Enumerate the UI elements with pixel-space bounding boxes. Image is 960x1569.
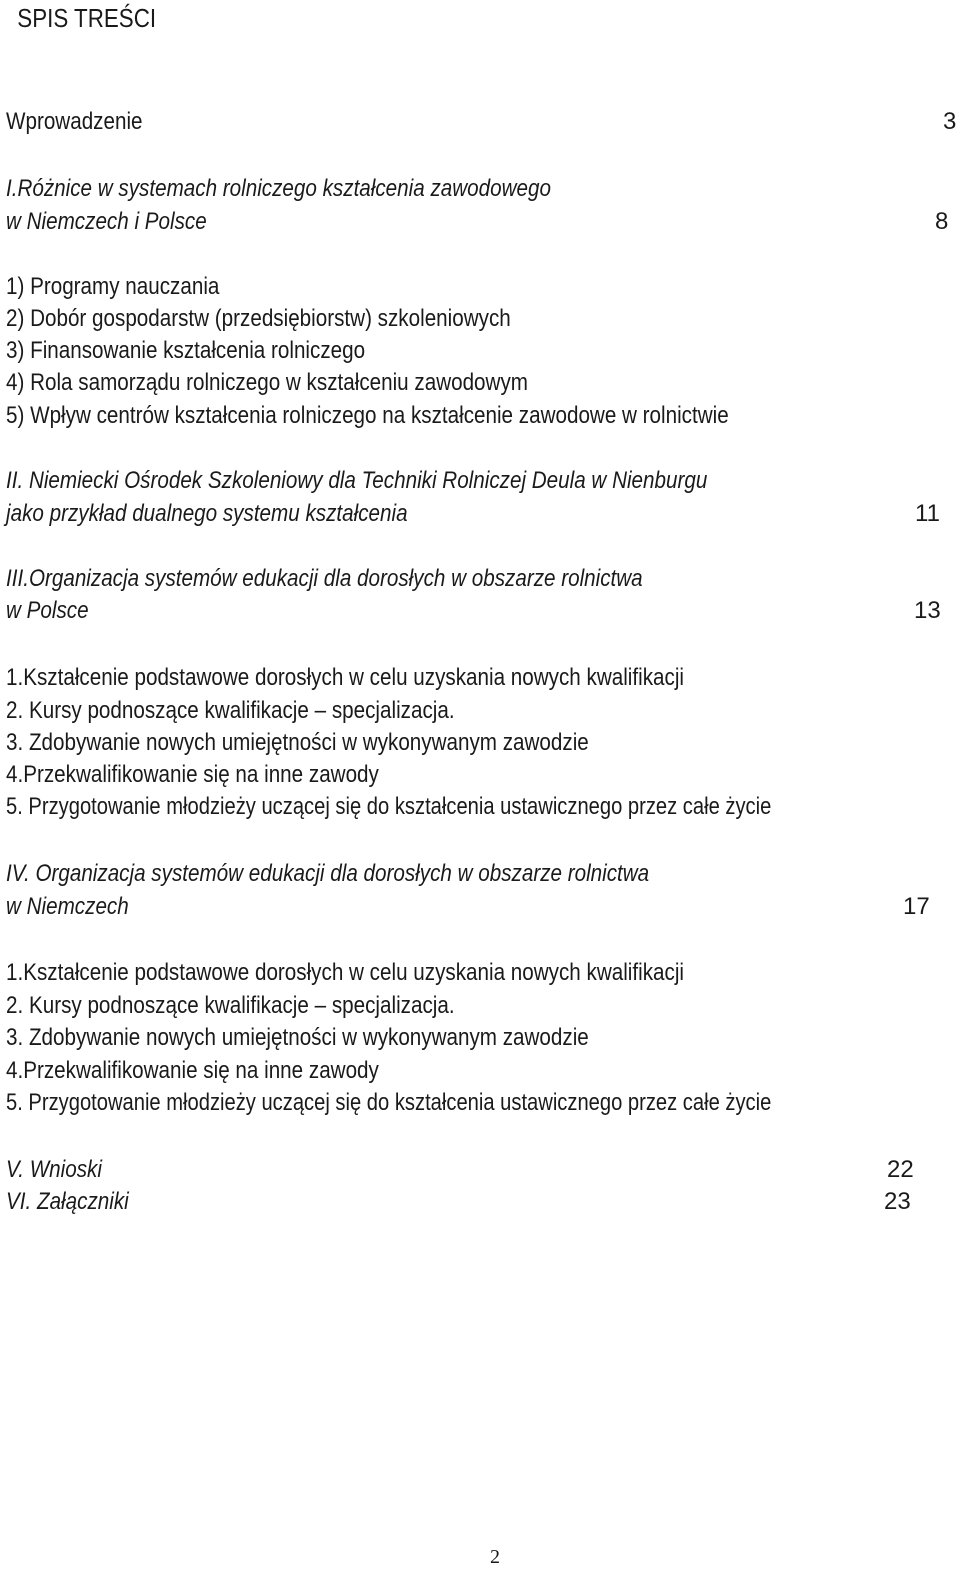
toc-section-1-line1: I.Różnice w systemach rolniczego kształcenia zawodowego [6,175,551,202]
toc-page-section-1: 8 [935,208,949,235]
toc-subitem: 4.Przekwalifikowanie się na inne zawody [6,761,379,788]
toc-subitem: 4.Przekwalifikowanie się na inne zawody [6,1057,379,1084]
toc-subitem: 1) Programy nauczania [6,273,220,300]
toc-section-4-line2: w Niemczech [6,893,129,920]
toc-section-5: V. Wnioski [6,1156,102,1183]
toc-subitem: 3. Zdobywanie nowych umiejętności w wykonywanym zawodzie [6,1024,589,1051]
toc-section-2-line1: II. Niemiecki Ośrodek Szkoleniowy dla Techniki Rolniczej Deula w Nienburgu [6,467,708,494]
toc-subitem: 2) Dobór gospodarstw (przedsiębiorstw) szkoleniowych [6,305,511,332]
toc-page-section-3: 13 [914,597,941,624]
toc-section-3-line1: III.Organizacja systemów edukacji dla dorosłych w obszarze rolnictwa [6,565,643,592]
toc-page-intro: 3 [943,108,957,135]
toc-page-section-4: 17 [903,893,930,920]
toc-subitem: 2. Kursy podnoszące kwalifikacje – specjalizacja. [6,697,455,724]
toc-section-2-line2: jako przykład dualnego systemu kształcenia [6,500,408,527]
toc-section-3-line2: w Polsce [6,597,89,624]
toc-section-6: VI. Załączniki [6,1188,129,1215]
toc-subitem: 5) Wpływ centrów kształcenia rolniczego na kształcenie zawodowe w rolnictwie [6,402,729,429]
toc-section-4-line1: IV. Organizacja systemów edukacji dla dorosłych w obszarze rolnictwa [6,860,650,887]
toc-subitem: 3) Finansowanie kształcenia rolniczego [6,337,366,364]
toc-subitem: 5. Przygotowanie młodzieży uczącej się do kształcenia ustawicznego przez całe życie [6,793,772,820]
toc-section-1-line2: w Niemczech i Polsce [6,208,207,235]
toc-subitem: 5. Przygotowanie młodzieży uczącej się do kształcenia ustawicznego przez całe życie [6,1089,772,1116]
toc-subitem: 2. Kursy podnoszące kwalifikacje – specjalizacja. [6,992,455,1019]
toc-entry-intro: Wprowadzenie [6,108,143,135]
toc-title: SPIS TREŚCI [17,3,157,33]
toc-subitem: 1.Kształcenie podstawowe dorosłych w celu uzyskania nowych kwalifikacji [6,664,685,691]
page-number: 2 [490,1546,500,1568]
toc-subitem: 1.Kształcenie podstawowe dorosłych w celu uzyskania nowych kwalifikacji [6,959,685,986]
toc-page-section-5: 22 [887,1156,914,1183]
toc-page-section-6: 23 [884,1188,911,1215]
toc-page-section-2: 11 [915,500,940,527]
toc-subitem: 4) Rola samorządu rolniczego w kształceniu zawodowym [6,369,528,396]
toc-subitem: 3. Zdobywanie nowych umiejętności w wykonywanym zawodzie [6,729,589,756]
